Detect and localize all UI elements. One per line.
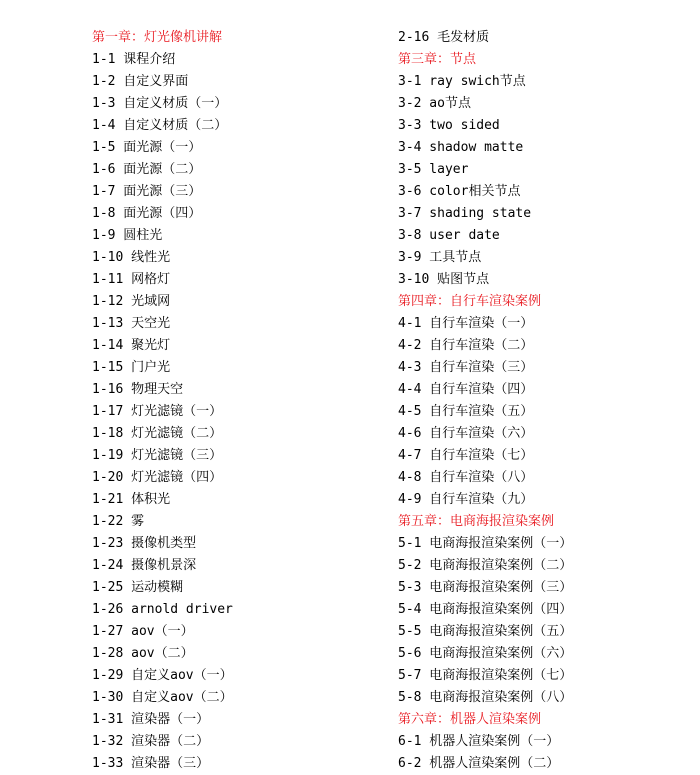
lesson-item: 5-2 电商海报渲染案例（二）	[398, 558, 573, 573]
chapter-heading: 第四章：自行车渲染案例	[398, 294, 542, 309]
lesson-item: 1-17 灯光滤镜（一）	[92, 404, 223, 419]
lesson-item: 3-3 two sided	[398, 118, 500, 133]
lesson-item: 1-18 灯光滤镜（二）	[92, 426, 223, 441]
lesson-item: 4-6 自行车渲染（六）	[398, 426, 534, 441]
lesson-item: 1-1 课程介绍	[92, 52, 176, 67]
lesson-item: 3-5 layer	[398, 162, 469, 177]
lesson-item: 1-31 渲染器（一）	[92, 712, 210, 727]
left-column	[92, 27, 382, 775]
lesson-item: 4-7 自行车渲染（七）	[398, 448, 534, 463]
lesson-item: 4-5 自行车渲染（五）	[398, 404, 534, 419]
lesson-item: 6-2 机器人渲染案例（二）	[398, 756, 560, 771]
lesson-item: 1-4 自定义材质（二）	[92, 118, 228, 133]
chapter-heading: 第三章：节点	[398, 52, 477, 67]
lesson-item: 1-5 面光源（一）	[92, 140, 202, 155]
lesson-item: 1-26 arnold driver	[92, 602, 233, 617]
lesson-item: 2-16 毛发材质	[398, 30, 490, 45]
lesson-item: 4-9 自行车渲染（九）	[398, 492, 534, 507]
lesson-item: 4-2 自行车渲染（二）	[398, 338, 534, 353]
chapter-heading: 第一章：灯光像机讲解	[92, 30, 223, 45]
lesson-item: 1-23 摄像机类型	[92, 536, 197, 551]
lesson-item: 3-9 工具节点	[398, 250, 482, 265]
lesson-item: 5-4 电商海报渲染案例（四）	[398, 602, 573, 617]
lesson-item: 1-27 aov（一）	[92, 624, 194, 639]
lesson-item: 1-25 运动模糊	[92, 580, 184, 595]
lesson-item: 5-5 电商海报渲染案例（五）	[398, 624, 573, 639]
chapter-heading: 第五章：电商海报渲染案例	[398, 514, 555, 529]
lesson-item: 5-7 电商海报渲染案例（七）	[398, 668, 573, 683]
lesson-item: 4-1 自行车渲染（一）	[398, 316, 534, 331]
lesson-item: 1-14 聚光灯	[92, 338, 171, 353]
lesson-item: 1-21 体积光	[92, 492, 171, 507]
lesson-item: 1-22 雾	[92, 514, 145, 529]
lesson-item: 3-8 user date	[398, 228, 500, 243]
lesson-item: 3-6 color相关节点	[398, 184, 521, 199]
lesson-item: 1-13 天空光	[92, 316, 171, 331]
lesson-item: 1-15 门户光	[92, 360, 171, 375]
right-column	[398, 27, 688, 775]
lesson-item: 1-24 摄像机景深	[92, 558, 197, 573]
lesson-item: 4-4 自行车渲染（四）	[398, 382, 534, 397]
lesson-item: 3-7 shading state	[398, 206, 532, 221]
lesson-item: 3-10 贴图节点	[398, 272, 490, 287]
lesson-item: 1-2 自定义界面	[92, 74, 189, 89]
lesson-item: 5-1 电商海报渲染案例（一）	[398, 536, 573, 551]
lesson-item: 1-29 自定义aov（一）	[92, 668, 233, 683]
chapter-heading: 第六章：机器人渲染案例	[398, 712, 542, 727]
lesson-item: 5-6 电商海报渲染案例（六）	[398, 646, 573, 661]
lesson-item: 1-16 物理天空	[92, 382, 184, 397]
lesson-item: 1-6 面光源（二）	[92, 162, 202, 177]
lesson-item: 4-3 自行车渲染（三）	[398, 360, 534, 375]
lesson-item: 5-8 电商海报渲染案例（八）	[398, 690, 573, 705]
lesson-item: 1-20 灯光滤镜（四）	[92, 470, 223, 485]
lesson-item: 1-19 灯光滤镜（三）	[92, 448, 223, 463]
lesson-item: 3-2 ao节点	[398, 96, 471, 111]
lesson-item: 5-3 电商海报渲染案例（三）	[398, 580, 573, 595]
lesson-item: 1-10 线性光	[92, 250, 171, 265]
lesson-item: 4-8 自行车渲染（八）	[398, 470, 534, 485]
lesson-item: 1-28 aov（二）	[92, 646, 194, 661]
lesson-item: 1-33 渲染器（三）	[92, 756, 210, 771]
lesson-item: 1-9 圆柱光	[92, 228, 163, 243]
lesson-item: 1-8 面光源（四）	[92, 206, 202, 221]
lesson-item: 1-32 渲染器（二）	[92, 734, 210, 749]
lesson-item: 3-4 shadow matte	[398, 140, 524, 155]
lesson-item: 6-1 机器人渲染案例（一）	[398, 734, 560, 749]
lesson-item: 1-12 光域网	[92, 294, 171, 309]
lesson-item: 1-7 面光源（三）	[92, 184, 202, 199]
lesson-item: 3-1 ray swich节点	[398, 74, 526, 89]
lesson-item: 1-3 自定义材质（一）	[92, 96, 228, 111]
lesson-item: 1-11 网格灯	[92, 272, 171, 287]
lesson-item: 1-30 自定义aov（二）	[92, 690, 233, 705]
